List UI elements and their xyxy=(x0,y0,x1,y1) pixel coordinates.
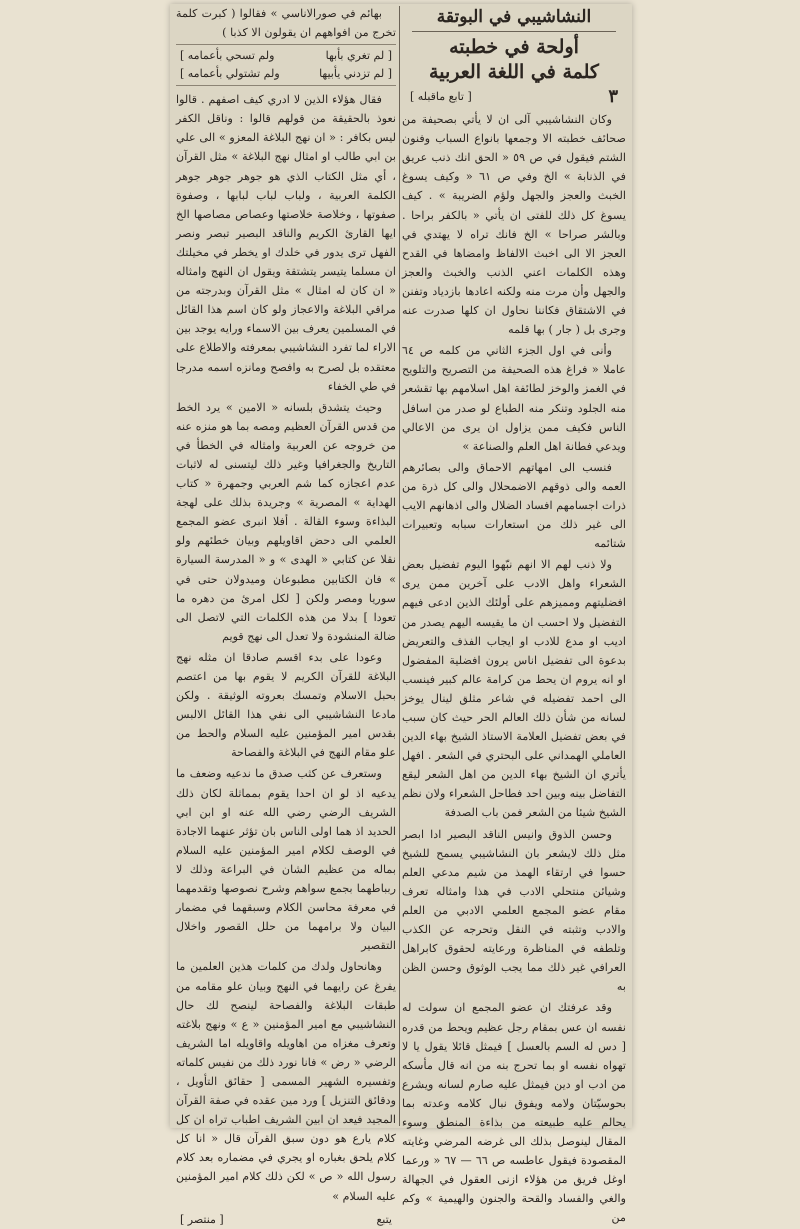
article-footer xyxy=(176,1210,396,1229)
paragraph: وعودا على بدء اقسم صادقا ان مثله نهج البلاغة للقرآن الكريم لا يقوم بها من اعتصم بحبل الاسلام وتمسك بعروته الوثيقة . ولكن مادعا النشاشيبي الى نفي هذا القائل الالبس بقدس امير المؤمنين عليه السلام والحط من علو مقام النهج في البلاغة والفصاحة xyxy=(176,650,396,760)
paragraph: وستعرف عن كثب صدق ما ندعيه وضعف ما يدعيه اذ لو ان احدا يقوم بمماثلة لكان ذلك الشريف الرضي رضي الله عنه او ابن ابي الحديد اذ هما اولى الناس بان تؤثر عنهما الاجادة في الوصف لكلام امير المؤمنين عليه السلام بماله من عظيم الشان في البراعة وذلك لا ربباطهما بجمع سواهم وشرح نصوصها وتقدمهما في معرفة محاسن الكلام وسبقهما في مضمار البيان ولا برامهما من حلل القصور واخلال التقصير xyxy=(176,767,396,953)
left-column xyxy=(176,4,396,1226)
paragraph: وكان النشاشيبي آلى ان لا يأتي بصحيفة من صحائف خطبته الا وجمعها بانواع السباب وفنون الشتم فيقول في ص ٥٩ « الحق انك ذنب عريق في الذنابة » الخ وفي ص ٦١ « وكيف يسوغ الخبث والعجز والجهل ولؤم الضريبة » . كيف يسوغ كل ذلك للفتى ان يأتي « بالكفر براحا . وبالشر صراحا » الخ فانك تراه لا يهتدي في العجز الا الى اخبث الالفاظ وامضاها في القدح وهذه الكلمات اعني الذنب والخبث والعجز والجهل وأن مرت منه ولكنه اعادها بازدياد وتفنن في الاشتقاق فكاننا نحاول ان كلها صدرت عنه وجرى بل ( جار ) بها قلمه xyxy=(402,113,627,337)
article-header xyxy=(402,6,626,106)
poem-hemistich-left: ولم تشتولي بأعمامه ] xyxy=(180,67,280,81)
poem-line xyxy=(176,65,396,83)
main-title-line2: كلمة في اللغة العربية xyxy=(429,61,599,83)
poem-block xyxy=(176,44,396,86)
series-title: النشاشيبي في البوتقة xyxy=(436,7,592,27)
paragraph: وأنى في اول الجزء الثاني من كلمه ص ٦٤ عاملا « فراغ هذه الصحيفة من التصريح والتلويح في الغمز والوخز لطائفة اهل اسلامهم بها تقشعر منه الجلود وتنكر منه الطباع لو صدر من اسافل الناس فكيف ممن يزاول ان يرى من الاعالي ويدعي فطانة اهل العلم والصناعة » xyxy=(402,344,626,453)
paragraph: وقد عرفتك ان عضو المجمع ان سولت له نفسه ان عس بمقام رجل عظيم ويحط من قدره [ دس له السم بالعسل ] فيمثل قائلا يقول يا لا تهواه نفسه او بما تحرج بنه من انه قال مأسكه من ادب او دين فيمثل عليه صارم لسانه ويشرع بحوسيّتان ولامه ويفوق نبال كلامه وعدته بما يحالم عليه طبيعته من بذاءة المنطق وسوء المقال لينوصل بذلك الى غرضه المرضي وغايته المقصودة فيقول عاطسه ص ٦٦ — ٦٧ « ورعما اوغل فريق من هؤلاء ازنى العقول في الجهالة والغي والفساد والقحة والجنون والهيمية » وكم من xyxy=(402,1001,626,1225)
column-divider xyxy=(399,6,400,1126)
main-title-line1: أولحة في خطبته xyxy=(449,36,579,58)
issue-number: ٣ xyxy=(608,86,618,107)
paragraph: فنسب الى امهاتهم الاحماق والى بصائرهم العمه والى ذوقهم الاضمحلال والى كل ذرة من ذرات اجسامهم افساد الضلال والى اذهانهم الايب الى غير ذلك من استعارات سبابه وتعبيرات شتائمه xyxy=(402,460,626,551)
paragraph: فقال هؤلاء الذين لا ادري كيف اصفهم . قالوا نعوذ بالحقيقة من قولهم قالوا : وناقل الكفر ليس بكافر : « ان نهج البلاغة المعزو » الى علي بن ابي طالب او امثال نهج البلاغة » مثل القرآن ، أي مثل الكتاب الذي هو جوهر جوهر جوهر الكلمة العربية ، ولباب لباب لبابها ، وصفوة صفوتها ، وخلاصة خلاصتها وعصاص مصاصها الخ ايها القارئ الكريم والناقد البصير تبصر ونصر الفهل ترى يدور في خلدك او يخطر في مخيلتك ان مسلما يتيسر يتشتقة ويقول ان النهج وامثاله « ان كان له امثال » مثل القرآن وبدرجته من مراقي البلاغة والاعجاز ولو كان اسم هذا القائل في المسلمين يعرف بين الاسماء ورايه يوجد بين الاراء لما تفرد النشاشيبي بمعرفته والاطلاع على معتقده بل لصرح به وافصح ومانزه اسمه مدرجا في طي الخفاء xyxy=(176,93,396,393)
issue-row xyxy=(410,87,618,106)
poem-hemistich-right: [ لم تغري بأبها xyxy=(325,49,392,63)
newspaper-clipping xyxy=(170,4,632,1226)
paragraph: وهانحاول ولدك من كلمات هذين العلمين ما يفرغ عن رايهما في النهج وبيان علو مقامه من طبقات البلاغة والفصاحة لينصح لك حال النشاشيبي مع امير المؤمنين « ع » ونهج بلاغته وتعرف مغزاه من اهاويله واقاويله اما الشريف الرضي « رض » فانا نورد ذلك من نفيس كلماته وتفسيره الشهير المسمى [ حقائق التأويل ، ودقائق التنزيل ] ورد مين عقده في صفة القرآن المجيد فيعد ان ابين الشريف اطباب تراه ان كل كلام يارع هو دون سبق القرآن قال « انا كل كلام يلحق بغباره او يجري في مضماره بعد كلام رسول الله « ص » لكن ذلك كلام امير المؤمنين عليه السلام » xyxy=(176,960,396,1203)
poem-hemistich-right: [ لم تزدني يأبيها xyxy=(319,67,392,81)
poem-line xyxy=(176,47,396,65)
author-signature: [ منتصر ] xyxy=(180,1212,224,1226)
paragraph: وحيث يتشدق بلسانه « الامين » يرد الخط من قدس القرآن العظيم ومصه بما هو منزه عنه من خروجه عن العربية وامثاله في الخطأ في التاريخ والجغرافيا وغير ذلك ليتسنى له لاثبات عدم اعجازه كما شم العربي وجمهرة « كتاب الهداية » المصرية » وجريدة بذلك على لهجة البذاءة وسوء القالة . أفلا انبرى عضو المجمع العلمي الى دحض اقاويلهم وبيان خطئهم ولو نقلا عن كتابي « الهدى » و « المدرسة السيارة » فان الكتابين مطبوعان وميدولان حتى في سوريا ومصر ولكن [ لكل امرئ من دهره ما تعودا ] بدلا من هذه الكلمات التي لاتصل الى ضالة المنشودة ولا تعدل الى نهج قويم xyxy=(176,400,396,643)
paragraph: ولا ذنب لهم الا انهم نبّهوا اليوم تفضيل بعض الشعراء واهل الادب على آخرين ممن يرى افضليتهم ومميزهم على أولئك الذين ادعى فيهم التفضيل ولا احسب ان ما يقيسه اليهم يصدر من اديب او مدع للادب او ايجاب الفذف والتعريض بدعوة الى تفضيل اناس يرون افضلية المفضول او انه يروم ان يحط من كرامة عالم كبير فينسب الى احمد تفضيله في شاعر مثلق لينال يوخز لسانه من شأن ذلك العالم الحر حيث كان سبب في بعض تفضيل العلامة الاستاذ الشيخ بهاء الدين العاملي الهمداني على البحتري في الشعر . افهل يأتري ان الشيخ بهاء الدين من اهل الشعر ليقع التفاضل بينه وبين احد فطاحل الشعراء ولان نظم الشيخ شيئا من الشعر فمن باب الصدفة xyxy=(402,558,626,820)
intro-text: بهائم في صورالاناسي » فقالوا ( كبرت كلمة تخرج من افواههم ان يقولون الا كذبا ) xyxy=(176,7,396,40)
poem-hemistich-left: ولم تسحي بأعمامه ] xyxy=(180,49,275,63)
continuation-note: [ تابع ماقبله ] xyxy=(410,90,472,103)
right-column xyxy=(402,4,627,1225)
paragraph: وحسن الذوق وانيس الناقد البصير ادا ابصر مثل ذلك لايشعر بان النشاشيبي يسمح للشيخ حسوا في ارتقاء الهمذ من شيم مدعي العلم وشيائن منتحلي الادب في هذا وامثاله تعرف مقام عضو المجمع العلمي الادبي من العلم والادب وتثبته في النقل وتحرجه عن الكذب وتلطفه في المناظرة ورعايته لحقوق كابراهل العرافي غير ذلك مما يجب الوثوق وحسن الظن به xyxy=(402,827,626,994)
header-divider xyxy=(412,31,616,32)
to-be-continued: يتبع xyxy=(376,1212,392,1226)
